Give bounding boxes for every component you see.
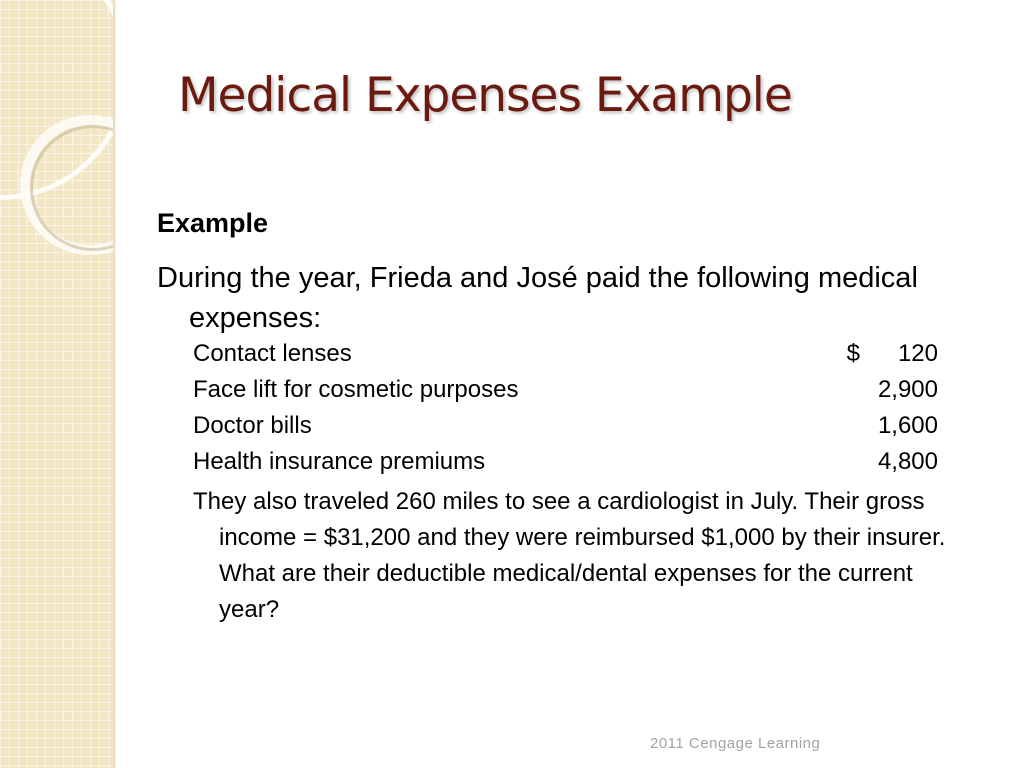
expense-amount: 4,800 <box>877 448 938 475</box>
expense-label: Face lift for cosmetic purposes <box>193 376 519 403</box>
expense-amount: 2,900 <box>877 376 938 403</box>
slide-title: Medical Expenses Example <box>178 68 792 123</box>
question-text: They also traveled 260 miles to see a cardiologist in July. Their gross income = $31,200 and they were reimbursed $1,000 by their insurer. What are their deductible medical/dental expenses for the current year? <box>193 488 946 623</box>
expense-row <box>193 448 938 484</box>
expense-row <box>193 340 938 376</box>
expense-amount: 1,600 <box>877 412 938 439</box>
decorative-side-band <box>0 0 113 768</box>
currency-symbol: $ <box>846 340 860 367</box>
side-band-edge <box>113 0 116 768</box>
expense-label: Contact lenses <box>193 340 352 367</box>
expense-row <box>193 412 938 448</box>
expense-amount: 120 <box>897 340 938 367</box>
expense-row <box>193 376 938 412</box>
copyright-footer: 2011 Cengage Learning <box>650 735 821 752</box>
expense-label: Doctor bills <box>193 412 312 439</box>
intro-text: During the year, Frieda and José paid the following medical expenses: <box>157 262 918 334</box>
expense-list <box>193 340 938 484</box>
expense-label: Health insurance premiums <box>193 448 486 475</box>
example-heading: Example <box>157 208 269 238</box>
